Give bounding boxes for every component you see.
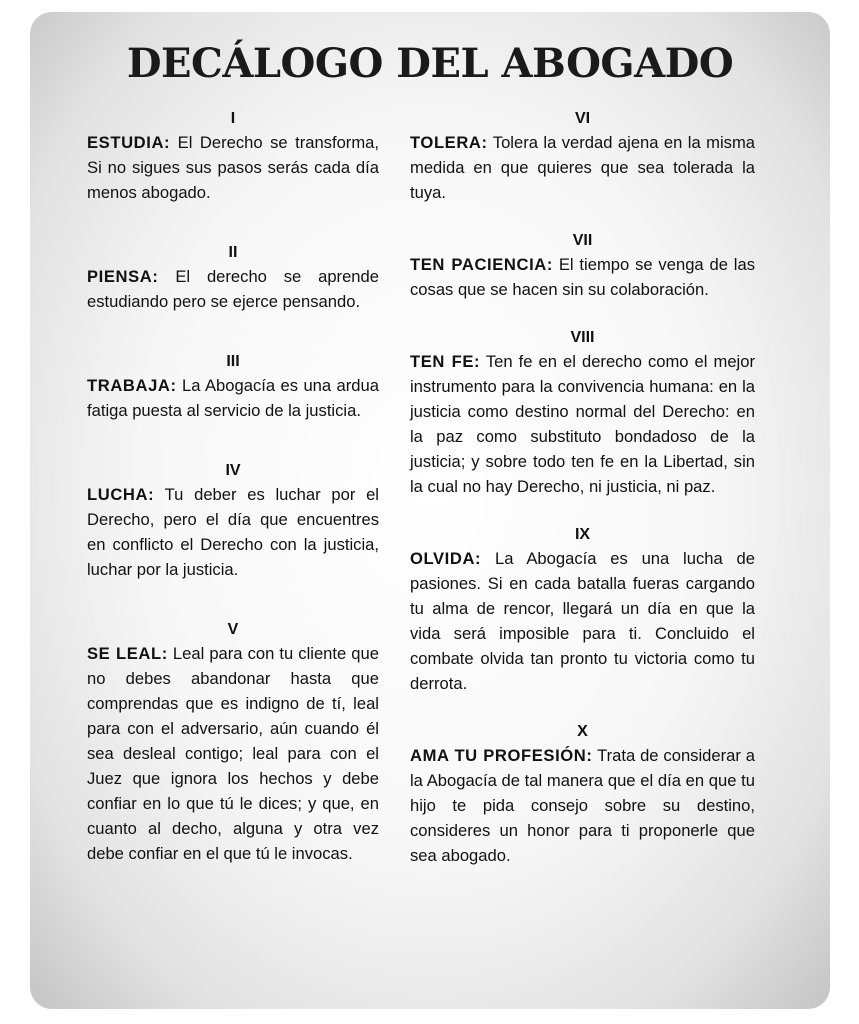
article-text: El tiempo se venga de las cosas que se hacen sin su colaboración. <box>410 255 755 299</box>
article-body <box>87 373 379 423</box>
article-1 <box>87 108 379 205</box>
article-numeral: VII <box>572 232 593 249</box>
article-9 <box>410 524 755 696</box>
article-text: La Abogacía es una lucha de pasiones. Si en cada batalla fueras cargando tu alma de rencor, llegará un día en que la vida será imposible para ti. Concluido el combate olvida tan pronto tu victoria como tu derrota. <box>410 549 755 693</box>
article-text: Trata de considerar a la Abogacía de tal manera que el día en que tu hijo te pida consejo sobre su destino, consideres un honor para ti proponerle que sea abogado. <box>410 746 755 865</box>
article-lead: PIENSA: <box>87 267 159 286</box>
article-10 <box>410 721 755 868</box>
article-body <box>410 130 755 205</box>
article-lead: AMA TU PROFESIÓN: <box>410 746 593 765</box>
article-lead: TOLERA: <box>410 133 488 152</box>
article-numeral: IV <box>225 462 241 479</box>
article-7 <box>410 230 755 302</box>
article-numeral: II <box>228 244 238 261</box>
article-body <box>87 482 379 582</box>
article-numeral: VIII <box>570 329 595 346</box>
article-body <box>410 743 755 868</box>
article-3 <box>87 351 379 423</box>
article-numeral: V <box>227 621 239 638</box>
article-text: Leal para con tu cliente que no debes abandonar hasta que comprendas que es indigno de tí, leal para con el adversario, aún cuando él sea desleal contigo; leal para con el Juez que ignora los hechos y debe confiar en lo que tú le dices; y que, en cuanto al decho, alguna y otra vez debe confiar en el que tú le invocas. <box>87 644 379 863</box>
article-4 <box>87 460 379 582</box>
article-text: La Abogacía es una ardua fatiga puesta al servicio de la justicia. <box>87 376 379 420</box>
article-numeral: IX <box>574 526 591 543</box>
document-page <box>30 12 830 1009</box>
article-body <box>87 264 379 314</box>
article-body <box>410 546 755 696</box>
article-6 <box>410 108 755 205</box>
article-text: Ten fe en el derecho como el mejor instrumento para la convivencia humana: en la justicia como destino normal del Derecho: en la paz como substituto bondadoso de la justicia; y sobre todo ten fe en la Libertad, sin la cual no hay Derecho, ni justicia, ni paz. <box>410 352 755 496</box>
right-column <box>410 108 755 868</box>
article-text: El derecho se aprende estudiando pero se ejerce pensando. <box>87 267 379 311</box>
article-body <box>87 130 379 205</box>
article-numeral: VI <box>574 110 591 127</box>
article-body <box>87 641 379 866</box>
article-numeral: I <box>230 110 236 127</box>
article-body <box>410 349 755 499</box>
article-5 <box>87 619 379 866</box>
article-text: El Derecho se transforma, Si no sigues sus pasos serás cada día menos abogado. <box>87 133 379 202</box>
article-8 <box>410 327 755 499</box>
article-2 <box>87 242 379 314</box>
article-lead: OLVIDA: <box>410 549 482 568</box>
article-text: Tu deber es luchar por el Derecho, pero el día que encuentres en conflicto el Derecho con la justicia, luchar por la justicia. <box>87 485 379 579</box>
article-lead: TEN FE: <box>410 352 481 371</box>
article-lead: ESTUDIA: <box>87 133 171 152</box>
article-body <box>410 252 755 302</box>
article-lead: SE LEAL: <box>87 644 168 663</box>
article-lead: TRABAJA: <box>87 376 177 395</box>
article-lead: TEN PACIENCIA: <box>410 255 553 274</box>
article-lead: LUCHA: <box>87 485 155 504</box>
article-numeral: III <box>226 353 240 370</box>
left-column <box>87 108 379 866</box>
article-text: Tolera la verdad ajena en la misma medida en que quieres que sea tolerada la tuya. <box>410 133 756 202</box>
document-title: DECÁLOGO DEL ABOGADO <box>126 40 734 87</box>
article-numeral: X <box>577 723 588 740</box>
